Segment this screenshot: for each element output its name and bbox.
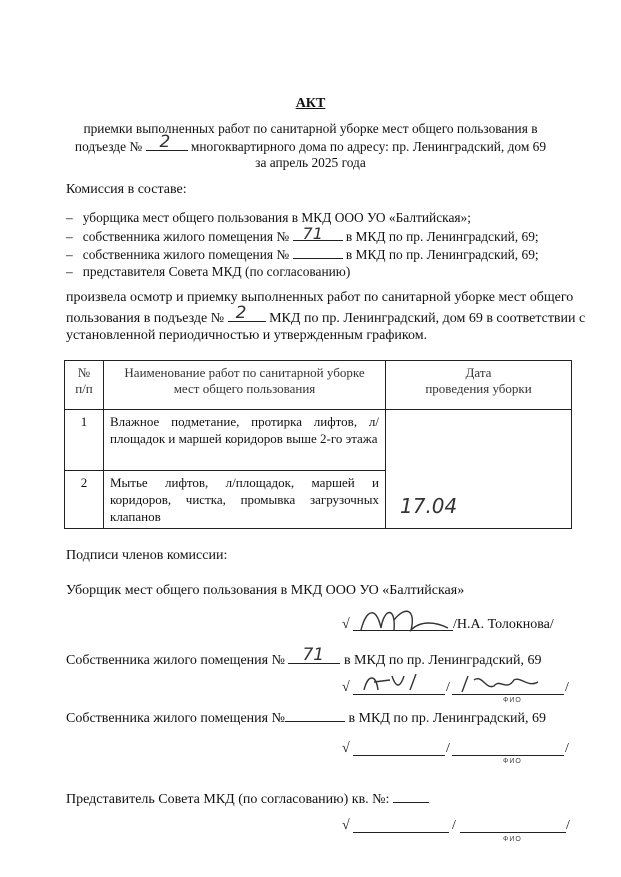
owner-1-slash-end: / (565, 680, 569, 695)
owner-1-signature-scribble (360, 670, 440, 696)
representative-text: представителя Совета МКД (по согласованию) (82, 264, 351, 279)
paragraph-line-1: произвела осмотр и приемку выполненных работ по санитарной уборке мест общего (66, 290, 574, 305)
paragraph-line-2-post: МКД по пр. Ленинградский, дом 69 в соответствии с (269, 311, 586, 326)
header-number (65, 361, 104, 410)
date-cell (386, 410, 572, 529)
header-number-line-2: п/п (75, 381, 93, 396)
header-number-line-1: № (77, 365, 91, 380)
dash-bullet: – (66, 264, 83, 279)
owner-1-post: в МКД по пр. Ленинградский, 69; (345, 229, 539, 244)
header-work-name (104, 361, 386, 410)
representative-apartment-field (393, 790, 429, 803)
owner-1-apartment-handwritten: 71 (302, 224, 323, 243)
handwritten-date: 17.04 (400, 494, 458, 518)
owner-2-apartment-field (293, 246, 343, 259)
representative-line-text: Представитель Совета МКД (по согласованию) кв. №: (66, 792, 390, 807)
paragraph-entrance-handwritten: 2 (235, 303, 247, 323)
owner-2-slash-end: / (565, 741, 569, 756)
owner-1-name-scribble (458, 672, 558, 696)
table-row (65, 410, 572, 471)
paragraph-line-2 (66, 303, 586, 327)
commission-member-cleaner-text: уборщика мест общего пользования в МКД ООО УО «Балтийская»; (82, 210, 471, 225)
representative-slash: / (452, 818, 456, 833)
row-1-work-name: Влажное подметание, протирка лифтов, л/площадок и маршей коридоров выше 2-го этажа (104, 410, 386, 471)
header-date-line-2: проведения уборки (425, 381, 532, 396)
subtitle-line-3: за апрель 2025 года (255, 155, 366, 170)
paragraph-line-2-pre: пользования в подъезде № (66, 311, 225, 326)
owner-2-sign-apartment-field (285, 709, 345, 722)
header-work-name-line-2: мест общего пользования (173, 381, 316, 396)
subtitle-line-1: приемки выполненных работ по санитарной уборке мест общего пользования в (83, 121, 538, 136)
entrance-number-handwritten: 2 (159, 132, 171, 152)
owner-1-slash: / (446, 680, 450, 695)
representative-name-line (460, 832, 566, 833)
owner-2-post: в МКД по пр. Ленинградский, 69; (345, 247, 539, 262)
entrance-number-field (146, 132, 188, 152)
owner-2-pre: собственника жилого помещения № (82, 247, 290, 262)
paragraph-line-3: установленной периодичностью и утвержденным графиком. (66, 328, 428, 343)
owner-1-sign-mark: √ (342, 680, 350, 695)
owner-2-slash: / (446, 741, 450, 756)
commission-member-representative (66, 264, 350, 280)
representative-signature-line (353, 832, 449, 833)
owner-2-sign-post: в МКД по пр. Ленинградский, 69 (348, 711, 547, 726)
representative-fio-label: ФИО (503, 836, 522, 843)
owner-1-pre: собственника жилого помещения № (82, 229, 290, 244)
row-1-number: 1 (65, 410, 104, 471)
document-title: АКТ (295, 96, 326, 111)
owner-1-signature-line-text (66, 645, 542, 669)
commission-heading: Комиссия в составе: (66, 182, 187, 197)
dash-bullet: – (66, 229, 83, 244)
owner-2-sign-pre: Собственника жилого помещения № (66, 711, 285, 726)
paragraph-entrance-field (228, 303, 266, 323)
representative-slash-end: / (566, 818, 570, 833)
subtitle-line-2-pre: подъезде № (74, 139, 143, 154)
header-date-line-1: Дата (465, 365, 492, 380)
owner-2-name-line (452, 755, 564, 756)
dash-bullet: – (66, 247, 83, 262)
commission-member-owner-2 (66, 246, 539, 263)
commission-member-cleaner (66, 210, 471, 226)
owner-2-sign-mark: √ (342, 741, 350, 756)
header-date (386, 361, 572, 410)
owner-2-signature-line (353, 755, 445, 756)
owner-1-sign-apartment-field (288, 645, 340, 665)
subtitle-line-2-post: многоквартирного дома по адресу: пр. Ленинградский, дом 69 (190, 139, 547, 154)
owner-1-sign-apartment-handwritten: 71 (302, 645, 325, 665)
owner-1-sign-post: в МКД по пр. Ленинградский, 69 (343, 653, 542, 668)
row-2-work-name: Мытье лифтов, л/площадок, маршей и коридоров, чистка, промывка загрузочных клапанов (104, 471, 386, 529)
representative-sign-mark: √ (342, 818, 350, 833)
owner-2-signature-line-text (66, 709, 546, 727)
cleaner-sign-mark: √ (342, 617, 350, 632)
owner-1-sign-pre: Собственника жилого помещения № (66, 653, 285, 668)
cleaner-line: Уборщик мест общего пользования в МКД ООО УО «Балтийская» (66, 583, 465, 598)
works-table (64, 360, 572, 529)
cleaner-signature-scribble (356, 600, 456, 640)
dash-bullet: – (66, 210, 83, 225)
table-header-row (65, 361, 572, 410)
row-2-number: 2 (65, 471, 104, 529)
owner-1-fio-label: ФИО (503, 697, 522, 704)
commission-member-owner-1 (66, 224, 539, 245)
representative-line (66, 790, 429, 808)
subtitle-line-2 (0, 132, 621, 155)
signatures-heading: Подписи членов комиссии: (66, 548, 228, 563)
header-work-name-line-1: Наименование работ по санитарной уборке (124, 365, 365, 380)
owner-1-apartment-field (293, 224, 343, 243)
owner-2-fio-label: ФИО (503, 758, 522, 765)
cleaner-name: /Н.А. Толокнова/ (453, 617, 554, 632)
